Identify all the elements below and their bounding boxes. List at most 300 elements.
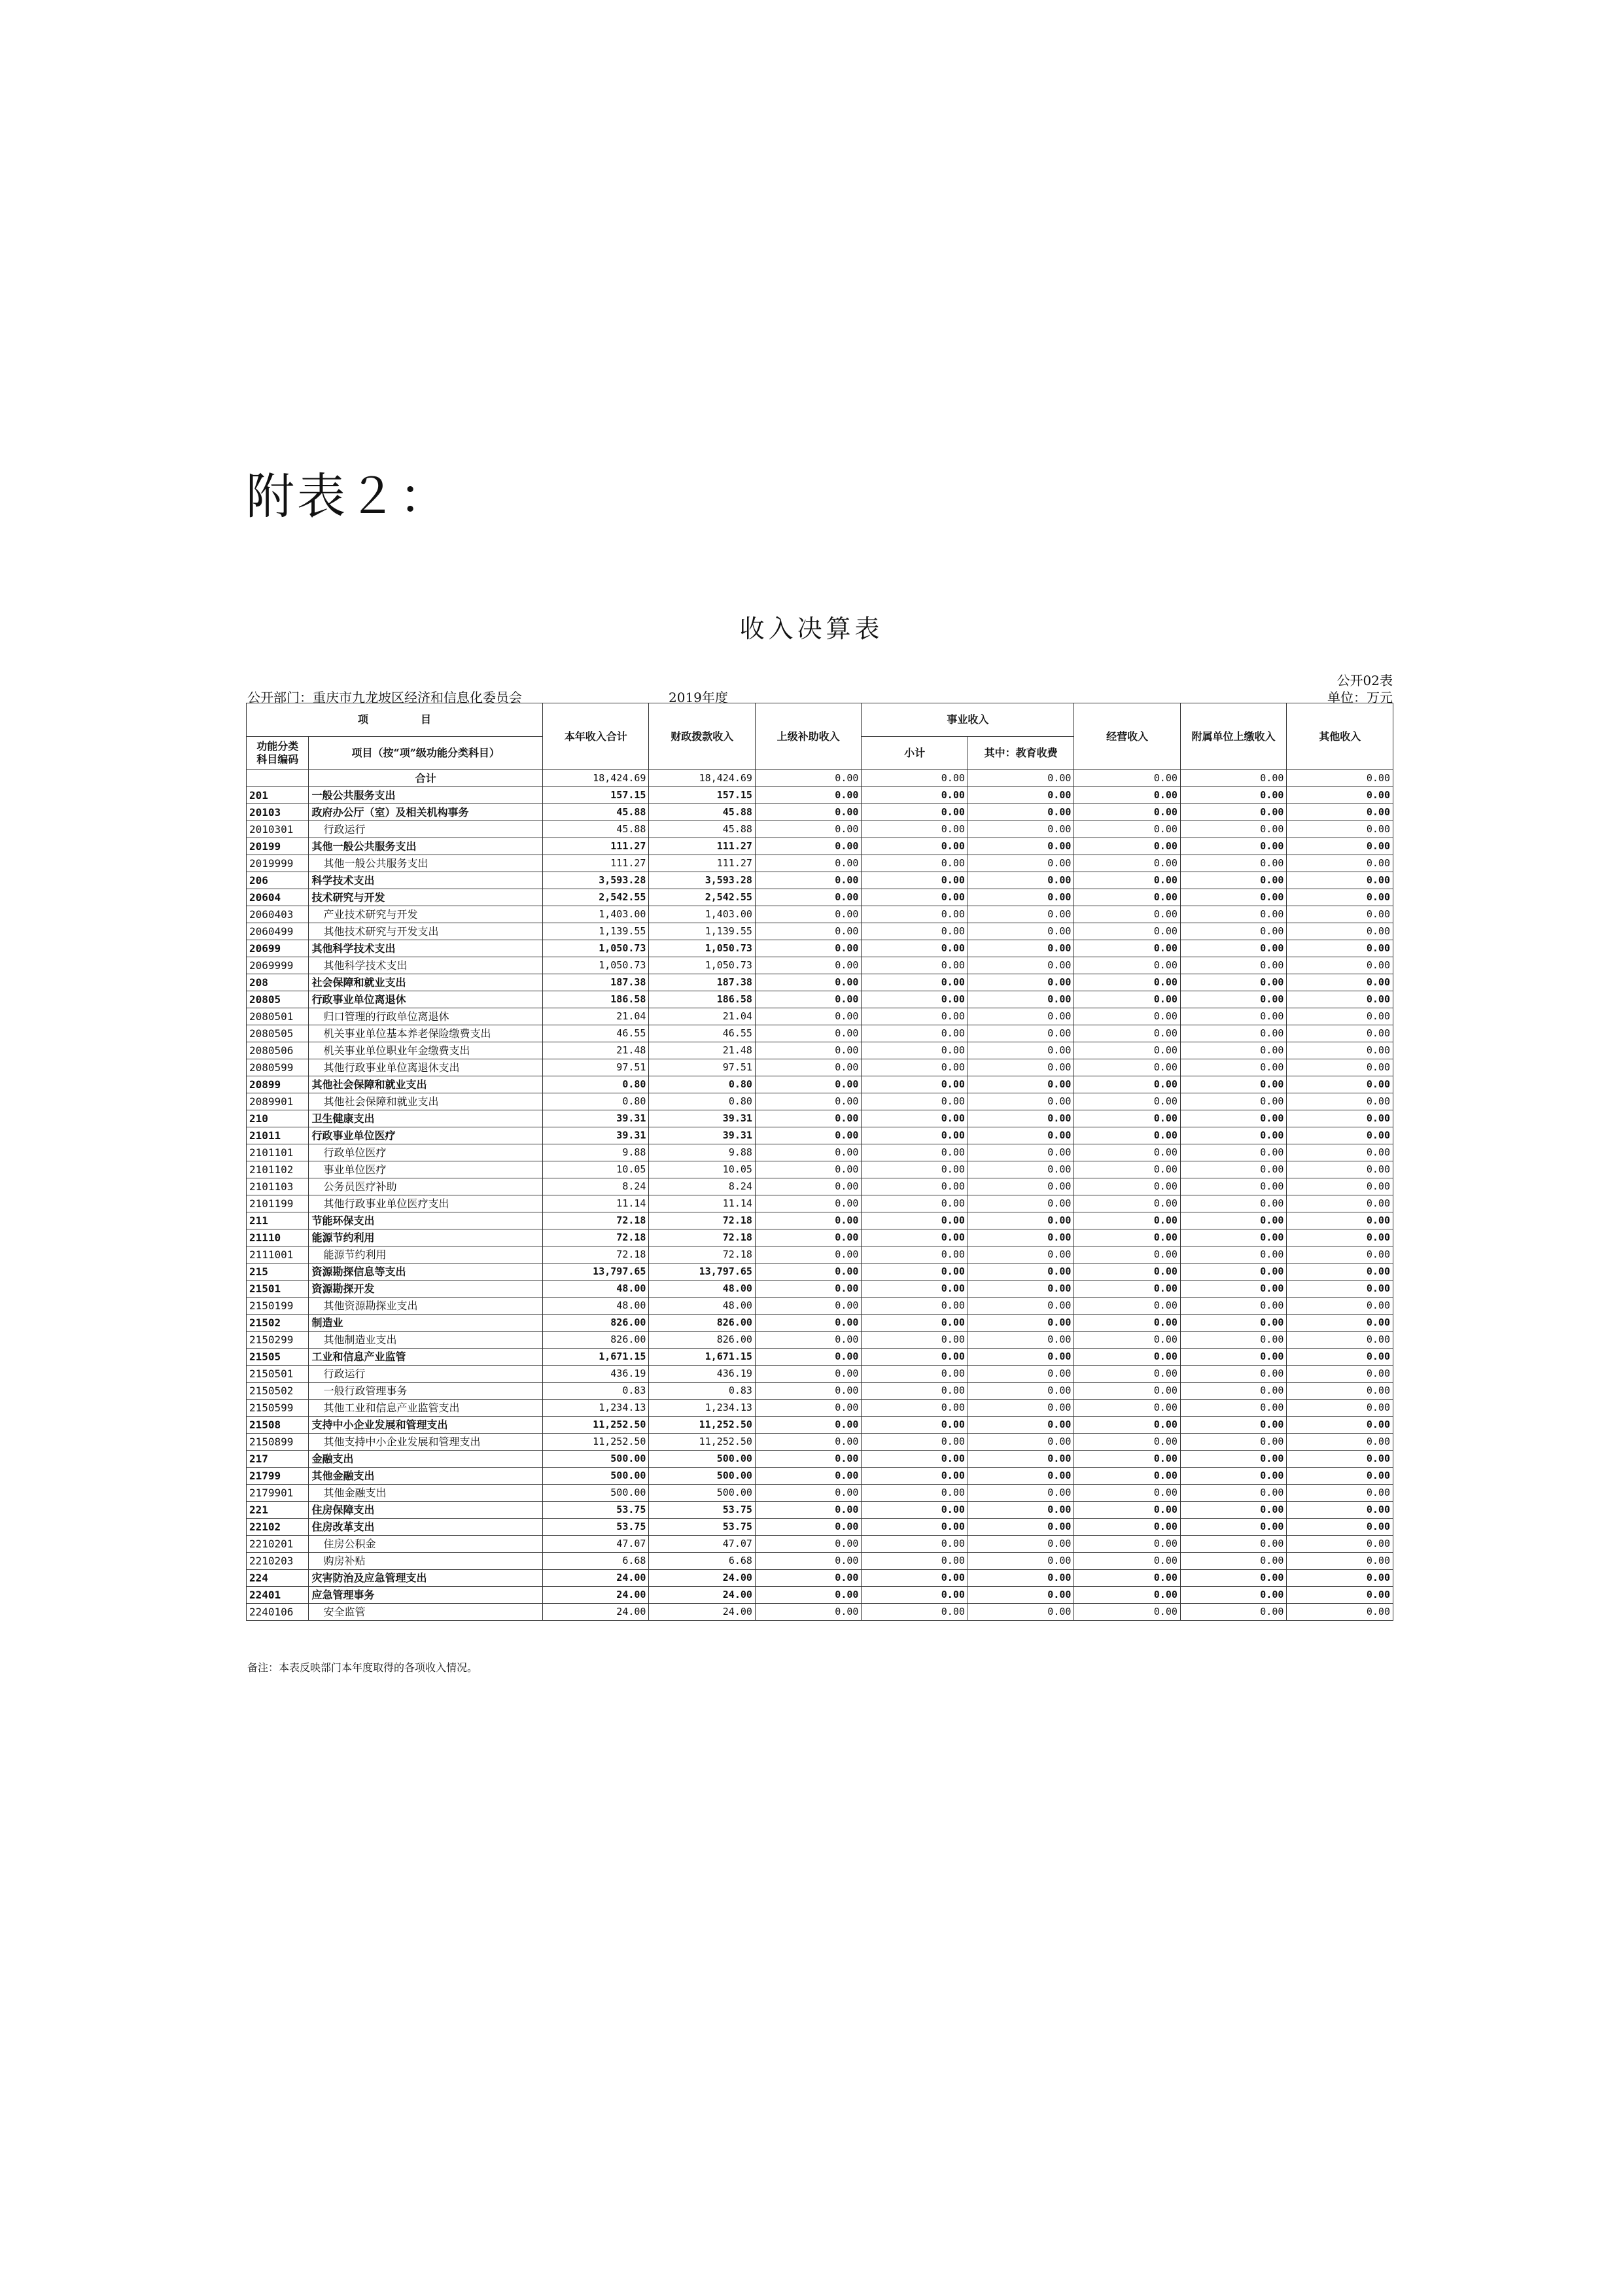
table-row (247, 855, 1393, 872)
subject-name: 其他社会保障和就业支出 (309, 1076, 543, 1093)
header-superior: 上级补助收入 (755, 703, 861, 770)
amount-cell: 0.00 (1074, 1315, 1180, 1332)
amount-cell: 97.51 (649, 1059, 755, 1076)
amount-cell: 0.00 (968, 1008, 1074, 1025)
amount-cell: 111.27 (649, 855, 755, 872)
amount-cell: 111.27 (542, 838, 648, 855)
table-row (247, 1366, 1393, 1383)
amount-cell: 0.00 (1074, 923, 1180, 940)
amount-cell: 1,403.00 (649, 906, 755, 923)
amount-cell: 0.00 (1074, 821, 1180, 838)
amount-cell: 0.00 (862, 1280, 968, 1298)
form-number: 公开02表 (1336, 673, 1393, 688)
amount-cell: 0.00 (1074, 1076, 1180, 1093)
amount-cell: 0.00 (862, 855, 968, 872)
unit-label: 单位：万元 (1327, 690, 1393, 705)
amount-cell: 0.00 (1287, 923, 1393, 940)
table-row (247, 1025, 1393, 1042)
amount-cell: 0.00 (1180, 787, 1286, 804)
amount-cell: 0.00 (1287, 1349, 1393, 1366)
amount-cell: 0.00 (968, 1127, 1074, 1144)
subject-code: 208 (247, 974, 309, 991)
amount-cell: 111.27 (649, 838, 755, 855)
table-row (247, 906, 1393, 923)
amount-cell: 0.00 (1287, 872, 1393, 889)
amount-cell: 9.88 (649, 1144, 755, 1161)
table-row (247, 1042, 1393, 1059)
amount-cell: 11,252.50 (542, 1417, 648, 1434)
amount-cell: 0.00 (862, 1519, 968, 1536)
amount-cell: 0.00 (968, 1161, 1074, 1178)
amount-cell: 0.00 (1074, 1212, 1180, 1229)
table-row (247, 1485, 1393, 1502)
table-row (247, 1468, 1393, 1485)
table-row (247, 889, 1393, 906)
amount-cell: 11.14 (649, 1195, 755, 1212)
amount-cell: 0.00 (1287, 1366, 1393, 1383)
appendix-label: 附表２： (246, 468, 450, 525)
amount-cell: 0.00 (862, 1604, 968, 1621)
amount-cell: 0.00 (968, 1502, 1074, 1519)
subject-name: 其他制造业支出 (309, 1332, 543, 1349)
amount-cell: 0.00 (862, 1417, 968, 1434)
subject-name: 事业单位医疗 (309, 1161, 543, 1178)
amount-cell: 9.88 (542, 1144, 648, 1161)
amount-cell: 0.00 (1287, 1127, 1393, 1144)
subject-name: 住房保障支出 (309, 1502, 543, 1519)
table-row (247, 991, 1393, 1008)
amount-cell: 0.00 (1287, 1298, 1393, 1315)
subject-code: 20103 (247, 804, 309, 821)
amount-cell: 0.00 (862, 1008, 968, 1025)
amount-cell: 0.00 (862, 991, 968, 1008)
amount-cell: 500.00 (542, 1485, 648, 1502)
subject-code: 2080501 (247, 1008, 309, 1025)
amount-cell: 500.00 (542, 1451, 648, 1468)
amount-cell: 0.00 (968, 1315, 1074, 1332)
amount-cell: 0.00 (1074, 1366, 1180, 1383)
amount-cell: 0.00 (968, 1298, 1074, 1315)
amount-cell: 0.00 (1180, 1417, 1286, 1434)
amount-cell: 0.00 (968, 855, 1074, 872)
amount-cell: 0.00 (968, 906, 1074, 923)
amount-cell: 0.00 (1180, 1519, 1286, 1536)
table-row (247, 821, 1393, 838)
amount-cell: 0.00 (968, 1570, 1074, 1587)
amount-cell: 72.18 (542, 1229, 648, 1246)
amount-cell: 826.00 (542, 1315, 648, 1332)
amount-cell: 0.00 (1180, 1246, 1286, 1263)
amount-cell: 0.00 (755, 1042, 861, 1059)
amount-cell: 0.00 (1074, 787, 1180, 804)
table-row (247, 1451, 1393, 1468)
amount-cell: 21.04 (649, 1008, 755, 1025)
table-row (247, 770, 1393, 787)
amount-cell: 0.00 (968, 1349, 1074, 1366)
amount-cell: 0.00 (968, 1212, 1074, 1229)
subject-code: 2080506 (247, 1042, 309, 1059)
amount-cell: 0.00 (968, 1059, 1074, 1076)
amount-cell: 0.00 (1180, 1280, 1286, 1298)
amount-cell: 0.00 (862, 1025, 968, 1042)
amount-cell: 1,050.73 (542, 957, 648, 974)
amount-cell: 0.00 (968, 1383, 1074, 1400)
subject-name: 卫生健康支出 (309, 1110, 543, 1127)
amount-cell: 0.00 (968, 1195, 1074, 1212)
amount-cell: 0.00 (755, 1468, 861, 1485)
amount-cell: 0.80 (542, 1076, 648, 1093)
amount-cell: 72.18 (649, 1212, 755, 1229)
amount-cell: 0.00 (1180, 1025, 1286, 1042)
amount-cell: 0.00 (1074, 1485, 1180, 1502)
subject-code: 2150502 (247, 1383, 309, 1400)
subject-name: 行政运行 (309, 821, 543, 838)
amount-cell: 0.00 (1180, 1127, 1286, 1144)
amount-cell: 0.00 (1180, 1042, 1286, 1059)
amount-cell: 0.00 (968, 1093, 1074, 1110)
subject-name: 其他行政事业单位医疗支出 (309, 1195, 543, 1212)
amount-cell: 0.00 (862, 1332, 968, 1349)
subject-name: 其他技术研究与开发支出 (309, 923, 543, 940)
subject-name: 购房补贴 (309, 1553, 543, 1570)
amount-cell: 500.00 (649, 1485, 755, 1502)
table-row (247, 1280, 1393, 1298)
amount-cell: 0.00 (1287, 770, 1393, 787)
amount-cell: 111.27 (542, 855, 648, 872)
amount-cell: 0.00 (755, 991, 861, 1008)
subject-code: 2010301 (247, 821, 309, 838)
amount-cell: 0.00 (1287, 821, 1393, 838)
amount-cell: 0.00 (1287, 906, 1393, 923)
amount-cell: 1,139.55 (542, 923, 648, 940)
amount-cell: 0.00 (1287, 1110, 1393, 1127)
subject-code: 2080505 (247, 1025, 309, 1042)
amount-cell: 0.00 (968, 804, 1074, 821)
amount-cell: 0.00 (1287, 1195, 1393, 1212)
amount-cell: 2,542.55 (649, 889, 755, 906)
amount-cell: 0.00 (1287, 1468, 1393, 1485)
amount-cell: 0.00 (755, 889, 861, 906)
amount-cell: 0.00 (1287, 1008, 1393, 1025)
amount-cell: 0.00 (755, 1332, 861, 1349)
amount-cell: 0.00 (1287, 1161, 1393, 1178)
amount-cell: 47.07 (542, 1536, 648, 1553)
subject-name: 能源节约利用 (309, 1229, 543, 1246)
amount-cell: 0.00 (862, 923, 968, 940)
amount-cell: 0.00 (1180, 1008, 1286, 1025)
amount-cell: 0.00 (755, 1536, 861, 1553)
amount-cell: 0.00 (1180, 1587, 1286, 1604)
amount-cell: 0.00 (755, 1366, 861, 1383)
amount-cell: 186.58 (542, 991, 648, 1008)
subject-name: 资源勘探信息等支出 (309, 1263, 543, 1280)
amount-cell: 0.00 (1074, 1042, 1180, 1059)
amount-cell: 0.00 (1180, 1298, 1286, 1315)
amount-cell: 18,424.69 (542, 770, 648, 787)
amount-cell: 45.88 (542, 821, 648, 838)
subject-name: 社会保障和就业支出 (309, 974, 543, 991)
amount-cell: 0.00 (755, 821, 861, 838)
amount-cell: 0.00 (755, 1144, 861, 1161)
amount-cell: 13,797.65 (649, 1263, 755, 1280)
amount-cell: 0.00 (968, 1451, 1074, 1468)
table-row (247, 1349, 1393, 1366)
amount-cell: 1,671.15 (542, 1349, 648, 1366)
amount-cell: 0.83 (542, 1383, 648, 1400)
amount-cell: 0.00 (1180, 974, 1286, 991)
amount-cell: 0.00 (1074, 1451, 1180, 1468)
amount-cell: 0.00 (1287, 804, 1393, 821)
table-row (247, 1008, 1393, 1025)
amount-cell: 0.00 (1180, 940, 1286, 957)
amount-cell: 21.04 (542, 1008, 648, 1025)
amount-cell: 0.00 (862, 1076, 968, 1093)
amount-cell: 0.00 (1287, 957, 1393, 974)
amount-cell: 0.00 (1074, 1417, 1180, 1434)
amount-cell: 0.00 (968, 1366, 1074, 1383)
table-row (247, 1127, 1393, 1144)
table-row (247, 804, 1393, 821)
amount-cell: 0.00 (1287, 787, 1393, 804)
amount-cell: 0.00 (1287, 1059, 1393, 1076)
amount-cell: 0.00 (1287, 1178, 1393, 1195)
amount-cell: 0.00 (755, 1519, 861, 1536)
amount-cell: 24.00 (542, 1604, 648, 1621)
amount-cell: 0.00 (755, 787, 861, 804)
amount-cell: 24.00 (649, 1587, 755, 1604)
amount-cell: 1,139.55 (649, 923, 755, 940)
amount-cell: 48.00 (649, 1280, 755, 1298)
header-item: 项 目 (247, 703, 543, 737)
subject-name: 制造业 (309, 1315, 543, 1332)
amount-cell: 1,050.73 (649, 940, 755, 957)
amount-cell: 0.00 (1287, 838, 1393, 855)
amount-cell: 0.00 (968, 991, 1074, 1008)
amount-cell: 39.31 (649, 1110, 755, 1127)
subject-code: 21502 (247, 1315, 309, 1332)
table-row (247, 1076, 1393, 1093)
amount-cell: 0.00 (862, 804, 968, 821)
amount-cell: 0.00 (1074, 872, 1180, 889)
header-edu: 其中：教育收费 (968, 737, 1074, 770)
amount-cell: 45.88 (542, 804, 648, 821)
subject-code: 2150199 (247, 1298, 309, 1315)
subject-name: 金融支出 (309, 1451, 543, 1468)
table-row (247, 838, 1393, 855)
subject-code: 2210203 (247, 1553, 309, 1570)
amount-cell: 48.00 (542, 1298, 648, 1315)
amount-cell: 0.00 (1180, 1263, 1286, 1280)
amount-cell: 6.68 (649, 1553, 755, 1570)
amount-cell: 0.00 (755, 1587, 861, 1604)
amount-cell: 0.00 (968, 1229, 1074, 1246)
amount-cell: 0.00 (968, 1246, 1074, 1263)
header-business: 事业收入 (862, 703, 1074, 737)
amount-cell: 0.00 (1287, 1536, 1393, 1553)
subject-code: 21501 (247, 1280, 309, 1298)
amount-cell: 0.00 (1180, 1110, 1286, 1127)
amount-cell: 0.00 (1180, 838, 1286, 855)
subject-name: 其他行政事业单位离退休支出 (309, 1059, 543, 1076)
amount-cell: 0.00 (1180, 804, 1286, 821)
subject-code: 2150501 (247, 1366, 309, 1383)
table-row (247, 1519, 1393, 1536)
subject-name: 其他金融支出 (309, 1485, 543, 1502)
amount-cell: 24.00 (649, 1604, 755, 1621)
amount-cell: 45.88 (649, 804, 755, 821)
amount-cell: 0.00 (755, 1451, 861, 1468)
amount-cell: 0.00 (862, 1366, 968, 1383)
subject-code: 2019999 (247, 855, 309, 872)
amount-cell: 0.00 (755, 906, 861, 923)
table-row (247, 1332, 1393, 1349)
amount-cell: 3,593.28 (542, 872, 648, 889)
subject-name: 一般行政管理事务 (309, 1383, 543, 1400)
subject-name: 政府办公厅（室）及相关机构事务 (309, 804, 543, 821)
subject-name: 其他资源勘探业支出 (309, 1298, 543, 1315)
amount-cell: 0.00 (1287, 1315, 1393, 1332)
amount-cell: 0.00 (1074, 957, 1180, 974)
table-row (247, 940, 1393, 957)
amount-cell: 11.14 (542, 1195, 648, 1212)
amount-cell: 0.00 (755, 1485, 861, 1502)
amount-cell: 0.00 (1287, 1229, 1393, 1246)
amount-cell: 0.00 (755, 1127, 861, 1144)
amount-cell: 0.00 (862, 940, 968, 957)
amount-cell: 13,797.65 (542, 1263, 648, 1280)
table-row (247, 1093, 1393, 1110)
amount-cell: 21.48 (542, 1042, 648, 1059)
fiscal-year: 2019年度 (669, 690, 728, 705)
amount-cell: 0.00 (1180, 1195, 1286, 1212)
amount-cell: 0.00 (862, 906, 968, 923)
amount-cell: 826.00 (542, 1332, 648, 1349)
amount-cell: 0.00 (968, 1263, 1074, 1280)
amount-cell: 0.00 (862, 1127, 968, 1144)
subject-code: 215 (247, 1263, 309, 1280)
amount-cell: 0.00 (1287, 1553, 1393, 1570)
subject-name: 其他科学技术支出 (309, 957, 543, 974)
amount-cell: 53.75 (649, 1519, 755, 1536)
amount-cell: 0.00 (1074, 1093, 1180, 1110)
amount-cell: 0.00 (755, 1110, 861, 1127)
amount-cell: 24.00 (542, 1570, 648, 1587)
table-row (247, 957, 1393, 974)
amount-cell: 0.00 (968, 1042, 1074, 1059)
amount-cell: 0.00 (755, 1280, 861, 1298)
amount-cell: 0.80 (649, 1076, 755, 1093)
subject-code: 22401 (247, 1587, 309, 1604)
amount-cell: 72.18 (542, 1246, 648, 1263)
table-row (247, 872, 1393, 889)
subject-code: 2150599 (247, 1400, 309, 1417)
amount-cell: 0.00 (1074, 1434, 1180, 1451)
amount-cell: 39.31 (649, 1127, 755, 1144)
amount-cell: 0.00 (755, 974, 861, 991)
subject-name: 其他工业和信息产业监管支出 (309, 1400, 543, 1417)
amount-cell: 0.00 (1180, 1502, 1286, 1519)
amount-cell: 0.00 (862, 1349, 968, 1366)
amount-cell: 0.00 (1074, 1144, 1180, 1161)
amount-cell: 0.00 (1180, 1366, 1286, 1383)
amount-cell: 3,593.28 (649, 872, 755, 889)
amount-cell: 45.88 (649, 821, 755, 838)
subject-code: 210 (247, 1110, 309, 1127)
subject-name: 灾害防治及应急管理支出 (309, 1570, 543, 1587)
amount-cell: 0.00 (755, 1315, 861, 1332)
amount-cell: 0.00 (1074, 1349, 1180, 1366)
amount-cell: 0.80 (542, 1093, 648, 1110)
amount-cell: 187.38 (649, 974, 755, 991)
table-row (247, 923, 1393, 940)
amount-cell: 0.00 (862, 974, 968, 991)
amount-cell: 0.00 (755, 1025, 861, 1042)
amount-cell: 0.00 (862, 872, 968, 889)
amount-cell: 0.00 (968, 838, 1074, 855)
amount-cell: 21.48 (649, 1042, 755, 1059)
amount-cell: 0.00 (1180, 1383, 1286, 1400)
subject-code (247, 770, 309, 787)
subject-name: 能源节约利用 (309, 1246, 543, 1263)
amount-cell: 0.00 (862, 1246, 968, 1263)
amount-cell: 0.00 (968, 1536, 1074, 1553)
subject-name: 资源勘探开发 (309, 1280, 543, 1298)
amount-cell: 11,252.50 (649, 1434, 755, 1451)
amount-cell: 0.00 (755, 1383, 861, 1400)
amount-cell: 0.00 (968, 1025, 1074, 1042)
subject-code: 2060403 (247, 906, 309, 923)
amount-cell: 436.19 (542, 1366, 648, 1383)
table-row (247, 1570, 1393, 1587)
amount-cell: 0.00 (968, 1417, 1074, 1434)
amount-cell: 157.15 (649, 787, 755, 804)
amount-cell: 0.00 (755, 1417, 861, 1434)
amount-cell: 0.00 (755, 1076, 861, 1093)
amount-cell: 0.00 (1287, 1587, 1393, 1604)
table-row (247, 1144, 1393, 1161)
amount-cell: 0.80 (649, 1093, 755, 1110)
amount-cell: 46.55 (649, 1025, 755, 1042)
amount-cell: 0.00 (862, 1298, 968, 1315)
amount-cell: 0.00 (755, 940, 861, 957)
subject-name: 公务员医疗补助 (309, 1178, 543, 1195)
subject-code: 2179901 (247, 1485, 309, 1502)
amount-cell: 0.00 (755, 804, 861, 821)
amount-cell: 6.68 (542, 1553, 648, 1570)
subject-name: 归口管理的行政单位离退休 (309, 1008, 543, 1025)
table-row (247, 1110, 1393, 1127)
amount-cell: 0.00 (862, 1229, 968, 1246)
subject-name: 一般公共服务支出 (309, 787, 543, 804)
subject-code: 2101101 (247, 1144, 309, 1161)
amount-cell: 0.00 (1287, 1451, 1393, 1468)
amount-cell: 0.00 (1287, 1434, 1393, 1451)
amount-cell: 8.24 (542, 1178, 648, 1195)
subject-code: 2089901 (247, 1093, 309, 1110)
amount-cell: 0.00 (755, 1212, 861, 1229)
amount-cell: 0.00 (862, 1536, 968, 1553)
amount-cell: 0.00 (1074, 1229, 1180, 1246)
table-row (247, 1246, 1393, 1263)
amount-cell: 0.00 (755, 1229, 861, 1246)
subject-name: 技术研究与开发 (309, 889, 543, 906)
amount-cell: 0.00 (1180, 1553, 1286, 1570)
table-row (247, 1161, 1393, 1178)
table-row (247, 1587, 1393, 1604)
amount-cell: 0.00 (1074, 804, 1180, 821)
subject-code: 201 (247, 787, 309, 804)
amount-cell: 0.00 (1287, 1263, 1393, 1280)
